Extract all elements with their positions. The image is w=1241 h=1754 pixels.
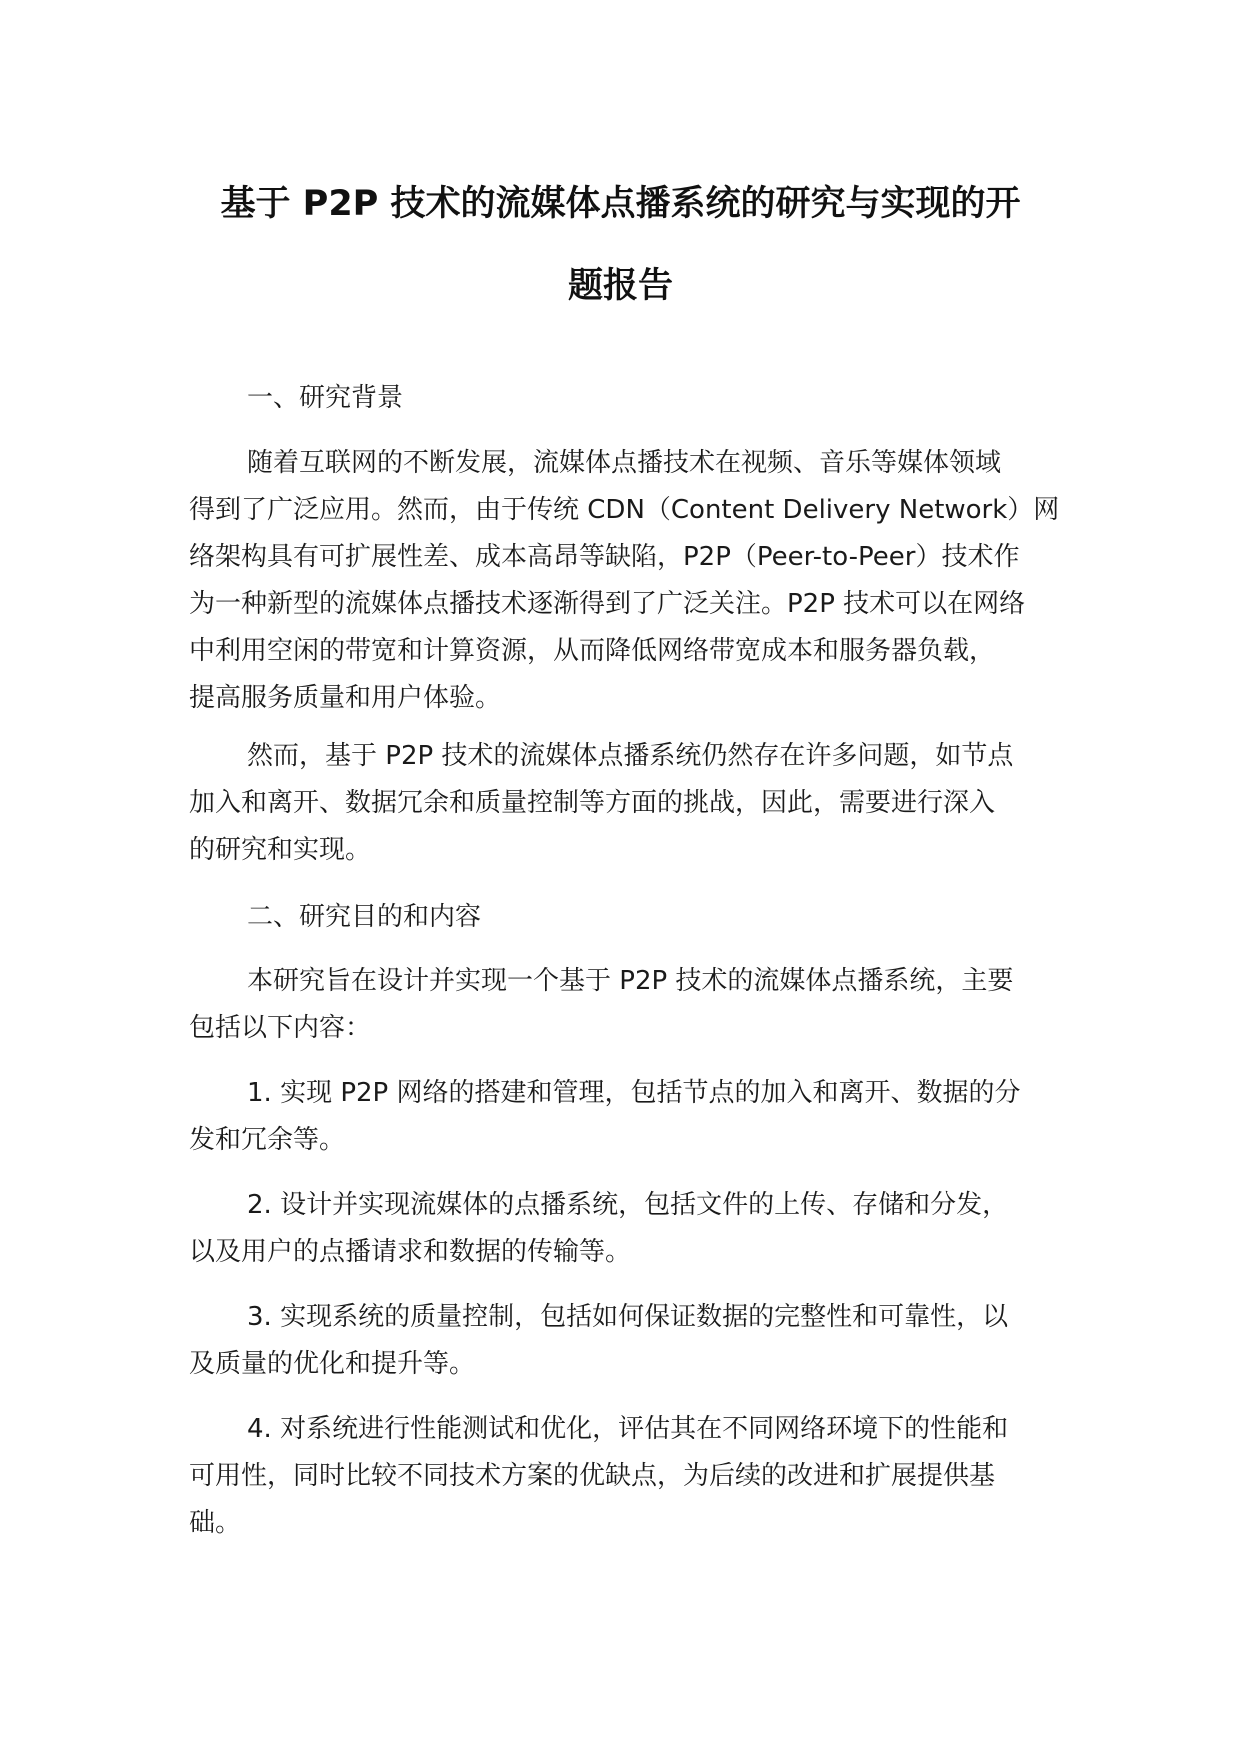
paragraph-line: 加入和离开、数据冗余和质量控制等方面的挑战，因此，需要进行深入 [189,788,996,818]
paragraph-goals-intro [189,958,1069,1052]
paragraph-line: 的研究和实现。 [189,835,372,865]
paragraph-line: 中利用空闲的带宽和计算资源，从而降低网络带宽成本和服务器负载， [189,636,996,666]
document-title-line-2: 题报告 [567,266,673,306]
paragraph-background-2 [189,733,1069,874]
paragraph-line: 3. 实现系统的质量控制，包括如何保证数据的完整性和可靠性，以 [247,1302,1009,1332]
paragraph-line: 4. 对系统进行性能测试和优化，评估其在不同网络环境下的性能和 [247,1414,1009,1444]
section-heading-background: 一、研究背景 [247,383,404,413]
paragraph-line: 本研究旨在设计并实现一个基于 P2P 技术的流媒体点播系统，主要 [247,966,1014,996]
paragraph-line: 发和冗余等。 [189,1125,346,1155]
section-heading-goals: 二、研究目的和内容 [247,902,482,932]
paragraph-line: 及质量的优化和提升等。 [189,1349,476,1379]
paragraph-line: 随着互联网的不断发展，流媒体点播技术在视频、音乐等媒体领域 [247,448,1002,478]
list-item-3 [189,1294,1069,1388]
paragraph-background-1 [189,440,1069,722]
list-item-1 [189,1070,1069,1164]
paragraph-line: 可用性，同时比较不同技术方案的优缺点，为后续的改进和扩展提供基 [189,1461,996,1491]
document-title-line-1: 基于 P2P 技术的流媒体点播系统的研究与实现的开 [220,184,1021,224]
paragraph-line: 得到了广泛应用。然而，由于传统 CDN（Content Delivery Network）网 [189,495,1060,525]
list-item-4 [189,1406,1069,1547]
paragraph-line: 2. 设计并实现流媒体的点播系统，包括文件的上传、存储和分发， [247,1190,1009,1220]
paragraph-line: 提高服务质量和用户体验。 [189,683,502,713]
paragraph-line: 然而，基于 P2P 技术的流媒体点播系统仍然存在许多问题，如节点 [247,741,1014,771]
list-item-2 [189,1182,1069,1276]
paragraph-line: 包括以下内容： [189,1013,372,1043]
paragraph-line: 础。 [189,1508,242,1538]
paragraph-line: 以及用户的点播请求和数据的传输等。 [189,1237,632,1267]
paragraph-line: 络架构具有可扩展性差、成本高昂等缺陷，P2P（Peer-to-Peer）技术作 [189,542,1020,572]
paragraph-line: 1. 实现 P2P 网络的搭建和管理，包括节点的加入和离开、数据的分 [247,1078,1021,1108]
paragraph-line: 为一种新型的流媒体点播技术逐渐得到了广泛关注。P2P 技术可以在网络 [189,589,1026,619]
